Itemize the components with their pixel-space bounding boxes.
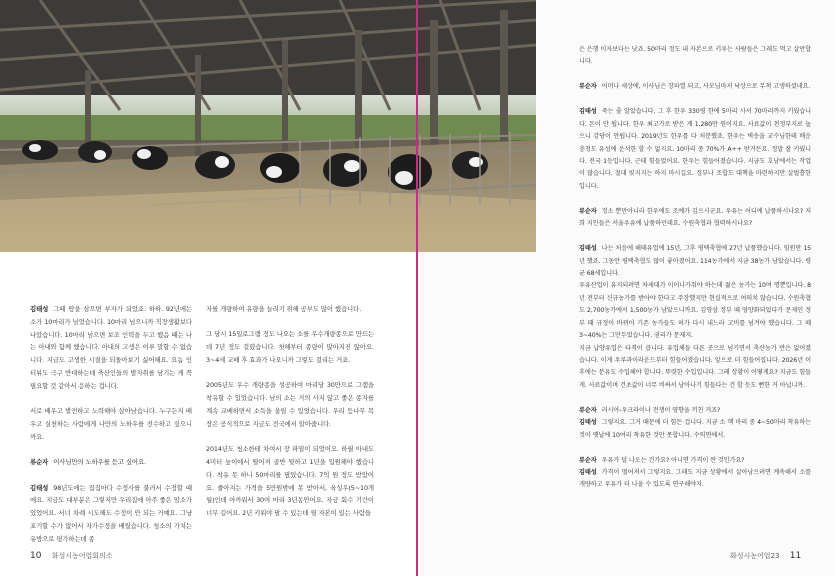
paragraph: 은 은행 이자보다는 낫죠. 50마리 정도 내 자본으로 키우는 사람들은 그래도 먹고 살만합니다. bbox=[579, 46, 811, 66]
paragraph: 김태성 죽는 줄 알았습니다. 그 후 한우 330평 한에 5마리 사서 70마리까지 키웠습니다. 돈이 안 됩니다. 한우 최고가로 받은 게 1,280만 원이지요. 사료값이 천정부지로 높으니 감당이 안됩니다. 2019년도 한우를 다 처분했죠. 한우는 벽송을 교수님한테 배운 충청도 유성에 운석한 할 수 없지요. 10마리 중 70%가 A++ 받거든요. 정말 잘 키웠니다. 전국 1등입니다. 근데 힘들었어요. 한우는 힘들어졌습니다. 지금도 호남에서는 작업이 많습니다. 절대 빚지지는 하지 마시길요. 정부나 조합도 대책을 마련하지만 살벌흡한 입니다. bbox=[579, 108, 811, 190]
paragraph: 그 당시 15일로그램 정도 나오는 소를 우수개량종으로 만드는데 7년 정도 걸렸습니다. 첫해부터 종량이 많아지진 않아요. 3~4세 교배 후 효과가 나오니까 그렇도 걸리는 거죠. bbox=[206, 330, 374, 364]
paragraph: 지금 납양유업은 타격이 큽니다. 유업체들 다른 곳으로 넘기면서 축산농가 반은 없어졌습니다. 이게 우루과이라운드부터 힘들어졌습니다. 앞으로 더 힘들어집니다. 2026년 이후에는 분유도 수입해야 합니다. 뚜렷한 수입입니다. 그래 상황이 어떻게요? 지금도 힘들게. 사료값이며 건초값이 너무 비싸서 남아나기 힘들다는 건 할 듯도 뻔한 거 아닙니까. bbox=[579, 344, 811, 389]
left-column-1 bbox=[30, 303, 192, 546]
publication-title: 화성시농어업23 bbox=[730, 552, 780, 560]
barn-illustration bbox=[0, 0, 536, 252]
paragraph: 2014년도 청소한테 차여서 장 파열이 되었어요. 하필 아내도 4미터 높이에서 떨어져 골반 뒷하고 1년을 입원해야 했습니다. 착유 못 하니 50마리를 팔았습니다. 7억 원 정도 받았어요. 줄아지는 가격을 5만원밖에 못 받아서, 육성우(5~10개월)인데 아까워서 30여 마리 3년동안어요. 자금 회수 기간이 너무 길어요. 2년 키워야 팔 수 있는데 뒷 자본이 있는 사람들 bbox=[206, 445, 374, 518]
speaker-label: 김태성 bbox=[579, 245, 597, 253]
speaker-label: 류순자 bbox=[579, 406, 597, 414]
page-number: 11 bbox=[789, 551, 802, 561]
speaker-label: 류순자 bbox=[30, 458, 49, 467]
paragraph: 김태성 나는 처음에 해태유업에 15년, 그후 평택축협에 27년 납품했습니다. 임원만 15년 했죠. 그동안 평택축협도 많이 좋아졌어요. 114농가에서 지금 38농가 남았습니다. 평균 68세입니다. bbox=[579, 245, 811, 278]
paragraph: 김태성 98년도에는 집집마다 수정사를 불러서 수정할 때에요. 지금도 대부분은 그렇지만 우리집에 아주 좋은 암소가 있었어요. 서너 차례 시도해도 수정이 안 되는 거예요. 그냥 포기할 수가 없어서 자가수정을 배웠습니다. 청소의 가치는 유방으로 평가하는데 종 bbox=[30, 483, 192, 543]
paragraph: 우유산업이 유지되려면 차세대가 이어나가줘야 하는데 젊은 농가는 10여 명뿐입니다. 8년 전부터 신규농가를 받아야 한다고 주장했지만 현실적으로 여의치 않습니다. 수원축협도 2,700농가에서 1,500농가 남았으니까요. 김영삼 정부 때 영양화되었다가 문재인 정부 때 규정이 바뀌어 기존 농가들도 허가 다시 내느라 고비를 넘겨야 했습니다. 그 때 3~40%는 그만두었습니다. 권리가 문제지. bbox=[579, 282, 811, 340]
paragraph: 류순자 정소 뿐만아니라 한우에도 조예가 깊으시군요. 우유는 어디에 납품하시나요? 저희 지인들은 서울우유에 납품하던데요. 수원축협과 협력하시나요? bbox=[579, 207, 811, 228]
paragraph: 김태성 그때 땅을 삼으면 부자가 되었죠. 하하. 92년에는 소가 10마리가 넘었습니다. 10마리 넘으니까 직장생활보다 나았습니다. 10마리 넘으면 보조 인력을 두고 했음 때는 나는 아내와 함께 했습니다. 아내의 고생은 이루 말할 수 없습니다. 지금도 고생한 시절을 되돌아보기 싫어해요. 요놈 인터뷰도 극구 반대하는데 축산인들의 발자취를 남기는 게 꼭 필요할 것 같아서 응하는 겁니다. bbox=[30, 305, 192, 390]
paragraph: 서로 배우고 발전하고 노력해야 살아남습니다. 누구든지 배우고 실천하는 사람에게 나만의 노하우를 전수하고 싶으니까요. bbox=[30, 407, 192, 441]
publication-title: 화성시농어업회의소 bbox=[51, 552, 113, 560]
paragraph: 2005년도 우수 개량종을 성공하여 마리당 30만으로 그램을 착유할 수 있었습니다. 남의 소는 거의 사지 않고 좋은 종자를 계속 교배하면서 소득을 올릴 수 있었습니다. 우리 등나무 목장은 공식적으로 지금도 전국에서 알아줍니다. bbox=[206, 381, 374, 428]
paragraph: 류순자 이사님만의 노하우를 듣고 싶어요. bbox=[30, 458, 146, 467]
speaker-label: 류순자 bbox=[579, 456, 597, 464]
paragraph: 자를 개량하여 유량을 늘리기 위해 공부도 많이 했습니다. bbox=[206, 305, 362, 313]
speaker-label: 류순자 bbox=[579, 207, 597, 215]
paragraph: 류순자 우유가 덜 나오는 건가요? 아니면 가격이 싼 것인가요? bbox=[579, 456, 745, 464]
cow-barn-photo bbox=[0, 0, 536, 252]
paragraph: 김태성 그렇지요. 그거 때문에 더 힘든 겁니다. 지금 소 핵 마리 중 4~50마리 착유하는 것이 옛날에 10여리 착유한 것만 못합니다. 수익면에서. bbox=[579, 419, 811, 439]
speaker-label: 류순자 bbox=[579, 83, 597, 91]
left-column-2 bbox=[206, 303, 374, 520]
left-footer bbox=[30, 551, 113, 561]
right-column bbox=[579, 44, 811, 492]
right-footer bbox=[730, 551, 801, 561]
speaker-label: 김태성 bbox=[30, 305, 49, 313]
paragraph: 김태성 가격이 떨어져서 그렇지요. 그래도 지금 상황에서 살아남으려면 계속해서 소를 개량하고 우유가 더 나올 수 있도록 연구해야지. bbox=[579, 468, 811, 489]
speaker-label: 김태성 bbox=[579, 419, 597, 427]
speaker-label: 김태성 bbox=[30, 483, 49, 492]
paragraph: 류순자 러시아-우크라이나 전쟁이 영향을 끼친 거죠? bbox=[579, 406, 721, 414]
speaker-label: 김태성 bbox=[579, 108, 597, 116]
paragraph: 류순자 어머나 세상에, 이사님은 장파열 되고, 사모님마저 낙상으로 무척 고생하셨네요. bbox=[579, 83, 811, 91]
page-number: 10 bbox=[30, 551, 42, 561]
speaker-label: 김태성 bbox=[579, 468, 597, 476]
page-spine bbox=[416, 0, 418, 576]
